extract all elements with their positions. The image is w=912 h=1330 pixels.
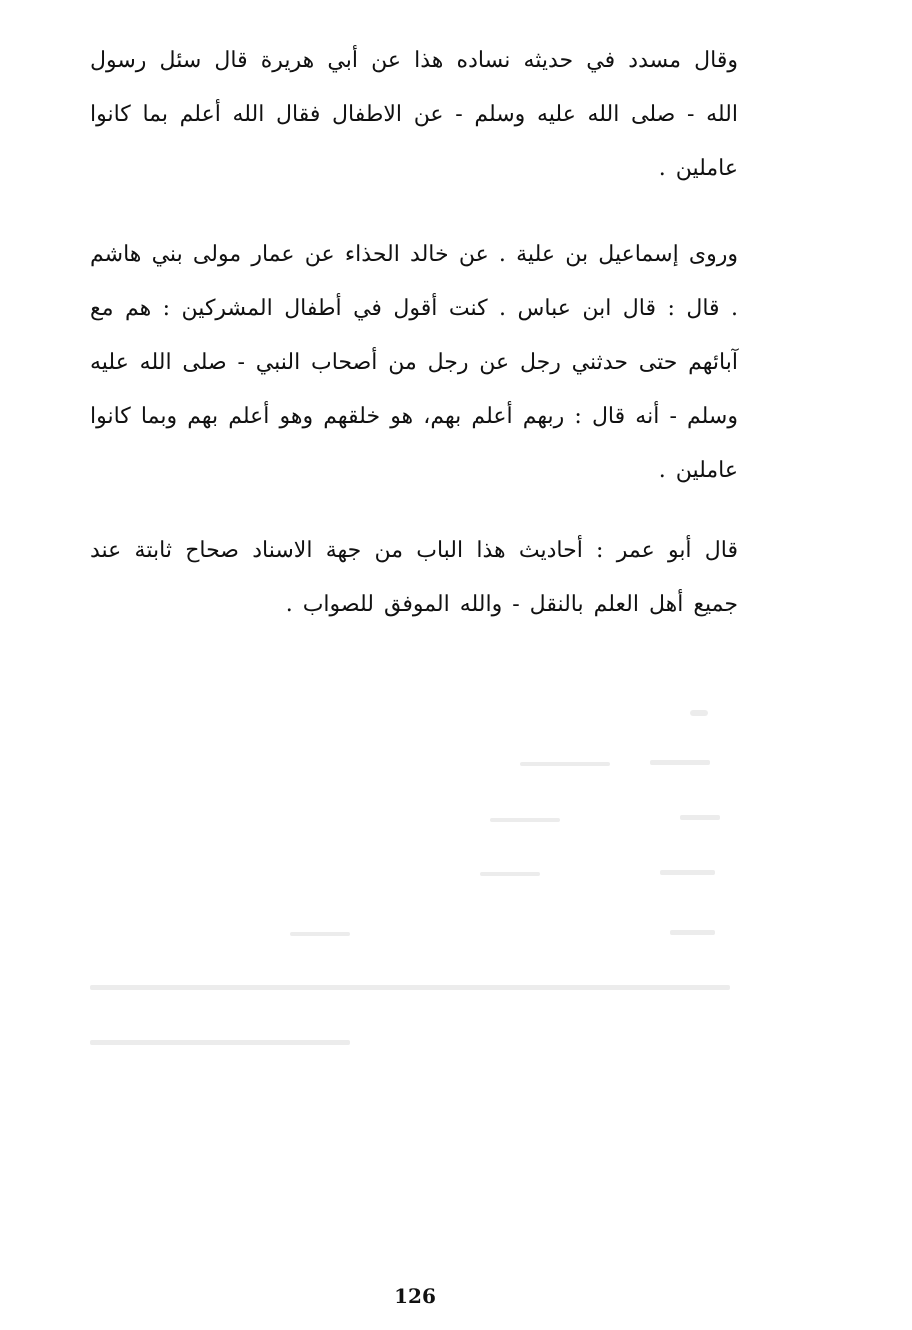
paragraph-1: [90, 34, 738, 196]
paragraph-3-text: قال أبو عمر : أحاديث هذا الباب من جهة الاسناد صحاح ثابتة عند جميع أهل العلم بالنقل - والله الموفق للصواب .: [90, 538, 738, 617]
paragraph-2: [90, 228, 738, 498]
paragraph-3: [90, 524, 738, 632]
page-number: 126: [394, 1284, 436, 1308]
paragraph-2-text: وروى إسماعيل بن علية . عن خالد الحذاء عن عمار مولى بني هاشم . قال : قال ابن عباس . كنت أقول في أطفال المشركين : هم مع آبائهم حتى حدثني رجل عن رجل من أصحاب النبي - صلى الله عليه وسلم - أنه قال : ربهم أعلم بهم، هو خلقهم وهو أعلم بهم وبما كانوا عاملين .: [90, 242, 738, 483]
bleed-through-shadow: [90, 690, 740, 1070]
bleed-through-marks: [90, 690, 740, 1070]
paragraph-1-text: وقال مسدد في حدیثه نساده هذا عن أبي هريرة قال سئل رسول الله - صلى الله عليه وسلم - عن الاطفال فقال الله أعلم بما كانوا عاملين .: [90, 48, 738, 181]
